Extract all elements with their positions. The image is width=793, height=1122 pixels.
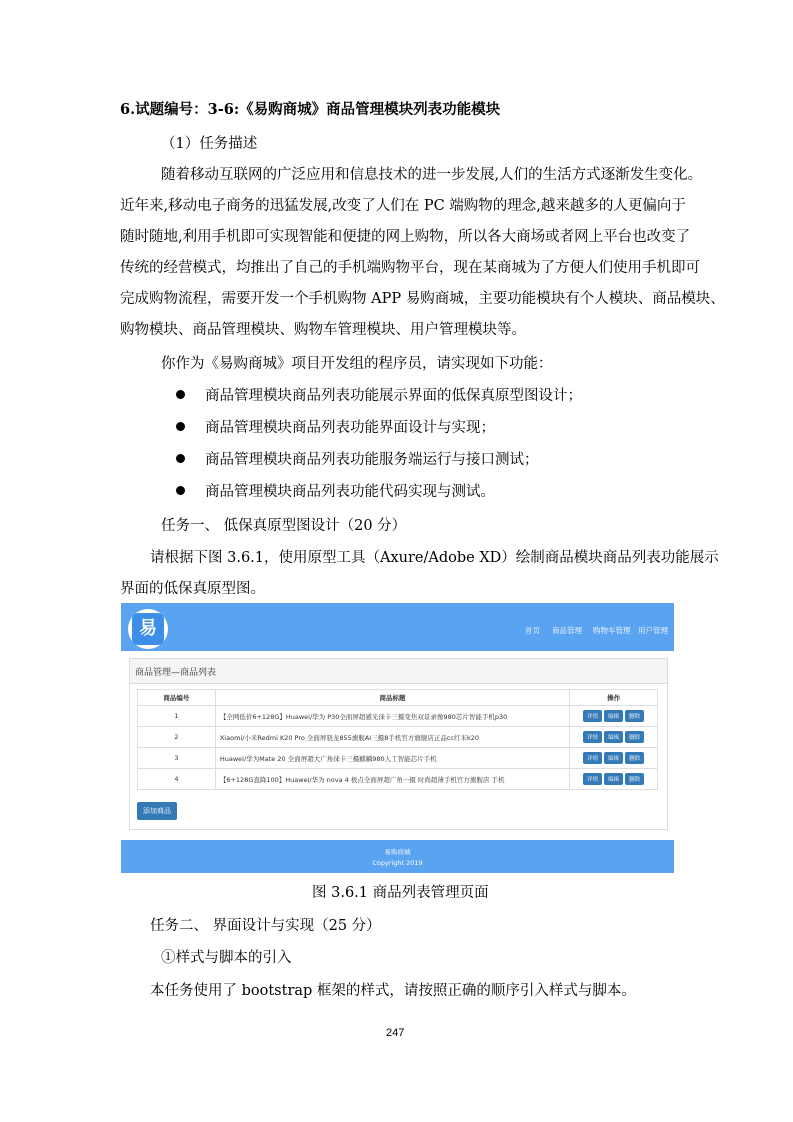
bullet-icon xyxy=(176,486,185,495)
bullet-item: 商品管理模块商品列表功能代码实现与测试。 xyxy=(205,484,495,500)
nav-users[interactable]: 用户管理 xyxy=(638,626,668,635)
section-heading: 6.试题编号：3-6:《易购商城》商品管理模块列表功能模块 xyxy=(120,101,501,118)
bullet-icon xyxy=(176,422,185,431)
detail-button[interactable]: 详情 xyxy=(583,731,602,743)
table-row xyxy=(138,727,658,748)
task1-heading: 任务一、 低保真原型图设计（20 分） xyxy=(161,518,407,534)
panel-header xyxy=(130,659,667,684)
detail-button[interactable]: 详情 xyxy=(583,752,602,764)
product-title: 【全网低价6+128G】Huawei/华为 P30全面屏超感光徕卡三摄变焦双景录像980芯片智能手机p30 xyxy=(215,706,569,727)
bullet-item: 商品管理模块商品列表功能展示界面的低保真原型图设计； xyxy=(205,388,582,404)
delete-button[interactable]: 删除 xyxy=(625,710,644,722)
bullet-item: 商品管理模块商品列表功能界面设计与实现； xyxy=(205,420,495,436)
task2-heading: 任务二、 界面设计与实现（25 分） xyxy=(150,918,381,934)
nav-products[interactable]: 商品管理 xyxy=(552,626,582,635)
table-header-row xyxy=(138,690,658,706)
row-actions xyxy=(570,748,658,769)
role-statement: 你作为《易购商城》项目开发组的程序员，请实现如下功能： xyxy=(161,356,553,372)
col-header-title: 商品标题 xyxy=(215,690,569,706)
logo xyxy=(128,609,168,649)
delete-button[interactable]: 删除 xyxy=(625,731,644,743)
paragraph-line: 完成购物流程，需要开发一个手机购物 APP 易购商城，主要功能模块有个人模块、商品模块、 xyxy=(120,291,725,307)
logo-icon: 易 xyxy=(132,613,164,645)
nav-cart[interactable]: 购物车管理 xyxy=(593,626,631,635)
bullet-item: 商品管理模块商品列表功能服务端运行与接口测试； xyxy=(205,452,539,468)
col-header-actions: 操作 xyxy=(570,690,658,706)
nav-home[interactable]: 首页 xyxy=(525,626,540,635)
paragraph-line: 近年来,移动电子商务的迅猛发展,改变了人们在 PC 端购物的理念,越来越多的人更偏向于 xyxy=(120,198,686,214)
paragraph-line: 传统的经营模式，均推出了自己的手机端购物平台，现在某商城为了方便人们使用手机即可 xyxy=(120,260,700,276)
delete-button[interactable]: 删除 xyxy=(625,773,644,785)
edit-button[interactable]: 编辑 xyxy=(604,710,623,722)
bullet-icon xyxy=(176,454,185,463)
bullet-icon xyxy=(176,390,185,399)
table-row xyxy=(138,706,658,727)
figure-caption: 图 3.6.1 商品列表管理页面 xyxy=(312,885,489,901)
figure-product-list xyxy=(121,603,674,873)
table-row xyxy=(138,769,658,790)
detail-button[interactable]: 详情 xyxy=(583,773,602,785)
edit-button[interactable]: 编辑 xyxy=(604,773,623,785)
detail-button[interactable]: 详情 xyxy=(583,710,602,722)
product-table xyxy=(137,689,658,790)
figure-header xyxy=(121,603,674,651)
product-title: Xiaomi/小米Redmi K20 Pro 全面屏骁龙855旗舰AI三摄8手机官方旗舰店正品cc红米k20 xyxy=(215,727,569,748)
figure-footer xyxy=(121,840,674,873)
footer-copyright: Copyright 2019 xyxy=(372,859,423,867)
product-title: 【6+128G直降100】Huawei/华为 nova 4 极点全面屏超广角一摄 时尚超薄手机官方旗舰店 手机 xyxy=(215,769,569,790)
task2-subheading: ①样式与脚本的引入 xyxy=(161,950,292,966)
page-number: 247 xyxy=(386,1027,405,1039)
product-id: 2 xyxy=(138,727,216,748)
footer-brand: 易购商城 xyxy=(384,848,411,856)
add-product-button[interactable]: 添加商品 xyxy=(137,802,177,820)
task2-text: 本任务使用了 bootstrap 框架的样式，请按照正确的顺序引入样式与脚本。 xyxy=(150,983,636,999)
table-row xyxy=(138,748,658,769)
row-actions xyxy=(570,769,658,790)
product-id: 1 xyxy=(138,706,216,727)
edit-button[interactable]: 编辑 xyxy=(604,752,623,764)
paragraph-line: 随时随地,利用手机即可实现智能和便捷的网上购物，所以各大商场或者网上平台也改变了 xyxy=(120,229,691,245)
row-actions xyxy=(570,727,658,748)
task-desc-heading: （1）任务描述 xyxy=(161,136,258,152)
row-actions xyxy=(570,706,658,727)
task1-text: 请根据下图 3.6.1，使用原型工具（Axure/Adobe XD）绘制商品模块商品列表功能展示 xyxy=(150,550,719,566)
task1-text: 界面的低保真原型图。 xyxy=(120,581,265,597)
paragraph-line: 随着移动互联网的广泛应用和信息技术的进一步发展,人们的生活方式逐渐发生变化。 xyxy=(161,167,703,183)
product-title: Huawei/华为Mate 20 全面屏超大广角徕卡三摄麒麟980人工智能芯片手机 xyxy=(215,748,569,769)
paragraph-line: 购物模块、商品管理模块、购物车管理模块、用户管理模块等。 xyxy=(120,322,526,338)
col-header-id: 商品编号 xyxy=(138,690,216,706)
product-id: 3 xyxy=(138,748,216,769)
edit-button[interactable]: 编辑 xyxy=(604,731,623,743)
product-id: 4 xyxy=(138,769,216,790)
product-panel xyxy=(129,658,668,830)
delete-button[interactable]: 删除 xyxy=(625,752,644,764)
panel-title: 商品管理—商品列表 xyxy=(135,668,217,678)
